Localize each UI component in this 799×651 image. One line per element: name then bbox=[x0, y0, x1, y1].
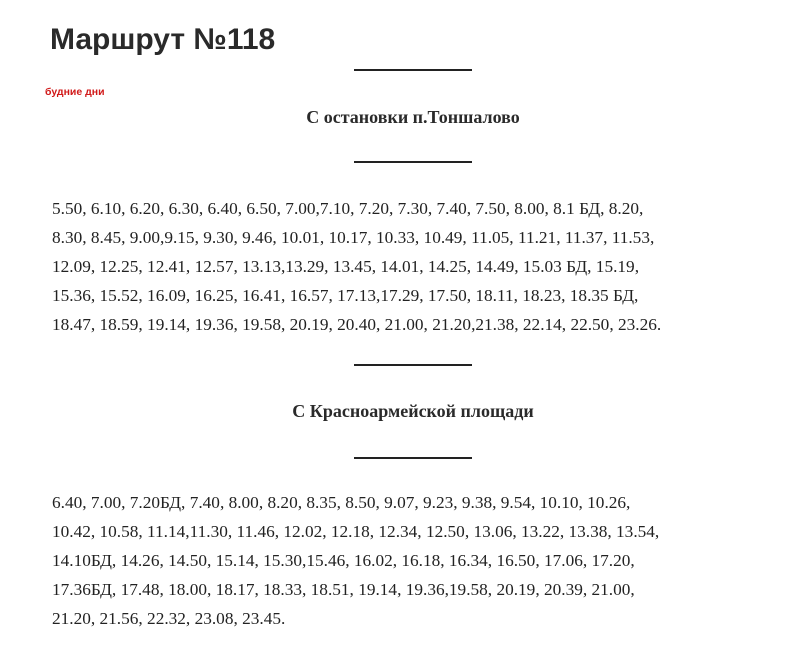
times-line: 14.10БД, 14.26, 14.50, 15.14, 15.30,15.46, 16.02, 16.18, 16.34, 16.50, 17.06, 17.20, bbox=[52, 551, 635, 570]
day-type-label: будние дни bbox=[45, 86, 105, 98]
page-title: Маршрут №118 bbox=[50, 23, 276, 56]
times-line: 21.20, 21.56, 22.32, 23.08, 23.45. bbox=[52, 609, 286, 628]
times-line: 6.40, 7.00, 7.20БД, 7.40, 8.00, 8.20, 8.35, 8.50, 9.07, 9.23, 9.38, 9.54, 10.10, 10.26, bbox=[52, 493, 631, 512]
times-line: 17.36БД, 17.48, 18.00, 18.17, 18.33, 18.51, 19.14, 19.36,19.58, 20.19, 20.39, 21.00, bbox=[52, 580, 635, 599]
times-line: 12.09, 12.25, 12.41, 12.57, 13.13,13.29, 13.45, 14.01, 14.25, 14.49, 15.03 БД, 15.19, bbox=[52, 257, 640, 276]
divider-between-sections bbox=[354, 364, 472, 366]
divider-top bbox=[354, 69, 472, 71]
schedule-times-krasnoarmeyskaya bbox=[52, 488, 792, 633]
times-line: 15.36, 15.52, 16.09, 16.25, 16.41, 16.57, 17.13,17.29, 17.50, 18.11, 18.23, 18.35 БД, bbox=[52, 286, 639, 305]
times-line: 8.30, 8.45, 9.00,9.15, 9.30, 9.46, 10.01, 10.17, 10.33, 10.49, 11.05, 11.21, 11.37, 11.53, bbox=[52, 228, 655, 247]
section-heading-krasnoarmeyskaya: С Красноармейской площади bbox=[292, 401, 534, 421]
section-heading-tonshalovo: С остановки п.Тоншалово bbox=[306, 107, 520, 127]
schedule-times-tonshalovo bbox=[52, 194, 792, 339]
divider-after-heading-2 bbox=[354, 457, 472, 459]
times-line: 5.50, 6.10, 6.20, 6.30, 6.40, 6.50, 7.00,7.10, 7.20, 7.30, 7.40, 7.50, 8.00, 8.1 БД, 8.20, bbox=[52, 199, 644, 218]
times-line: 18.47, 18.59, 19.14, 19.36, 19.58, 20.19, 20.40, 21.00, 21.20,21.38, 22.14, 22.50, 23.26. bbox=[52, 315, 662, 334]
divider-after-heading-1 bbox=[354, 161, 472, 163]
times-line: 10.42, 10.58, 11.14,11.30, 11.46, 12.02, 12.18, 12.34, 12.50, 13.06, 13.22, 13.38, 13.54, bbox=[52, 522, 660, 541]
